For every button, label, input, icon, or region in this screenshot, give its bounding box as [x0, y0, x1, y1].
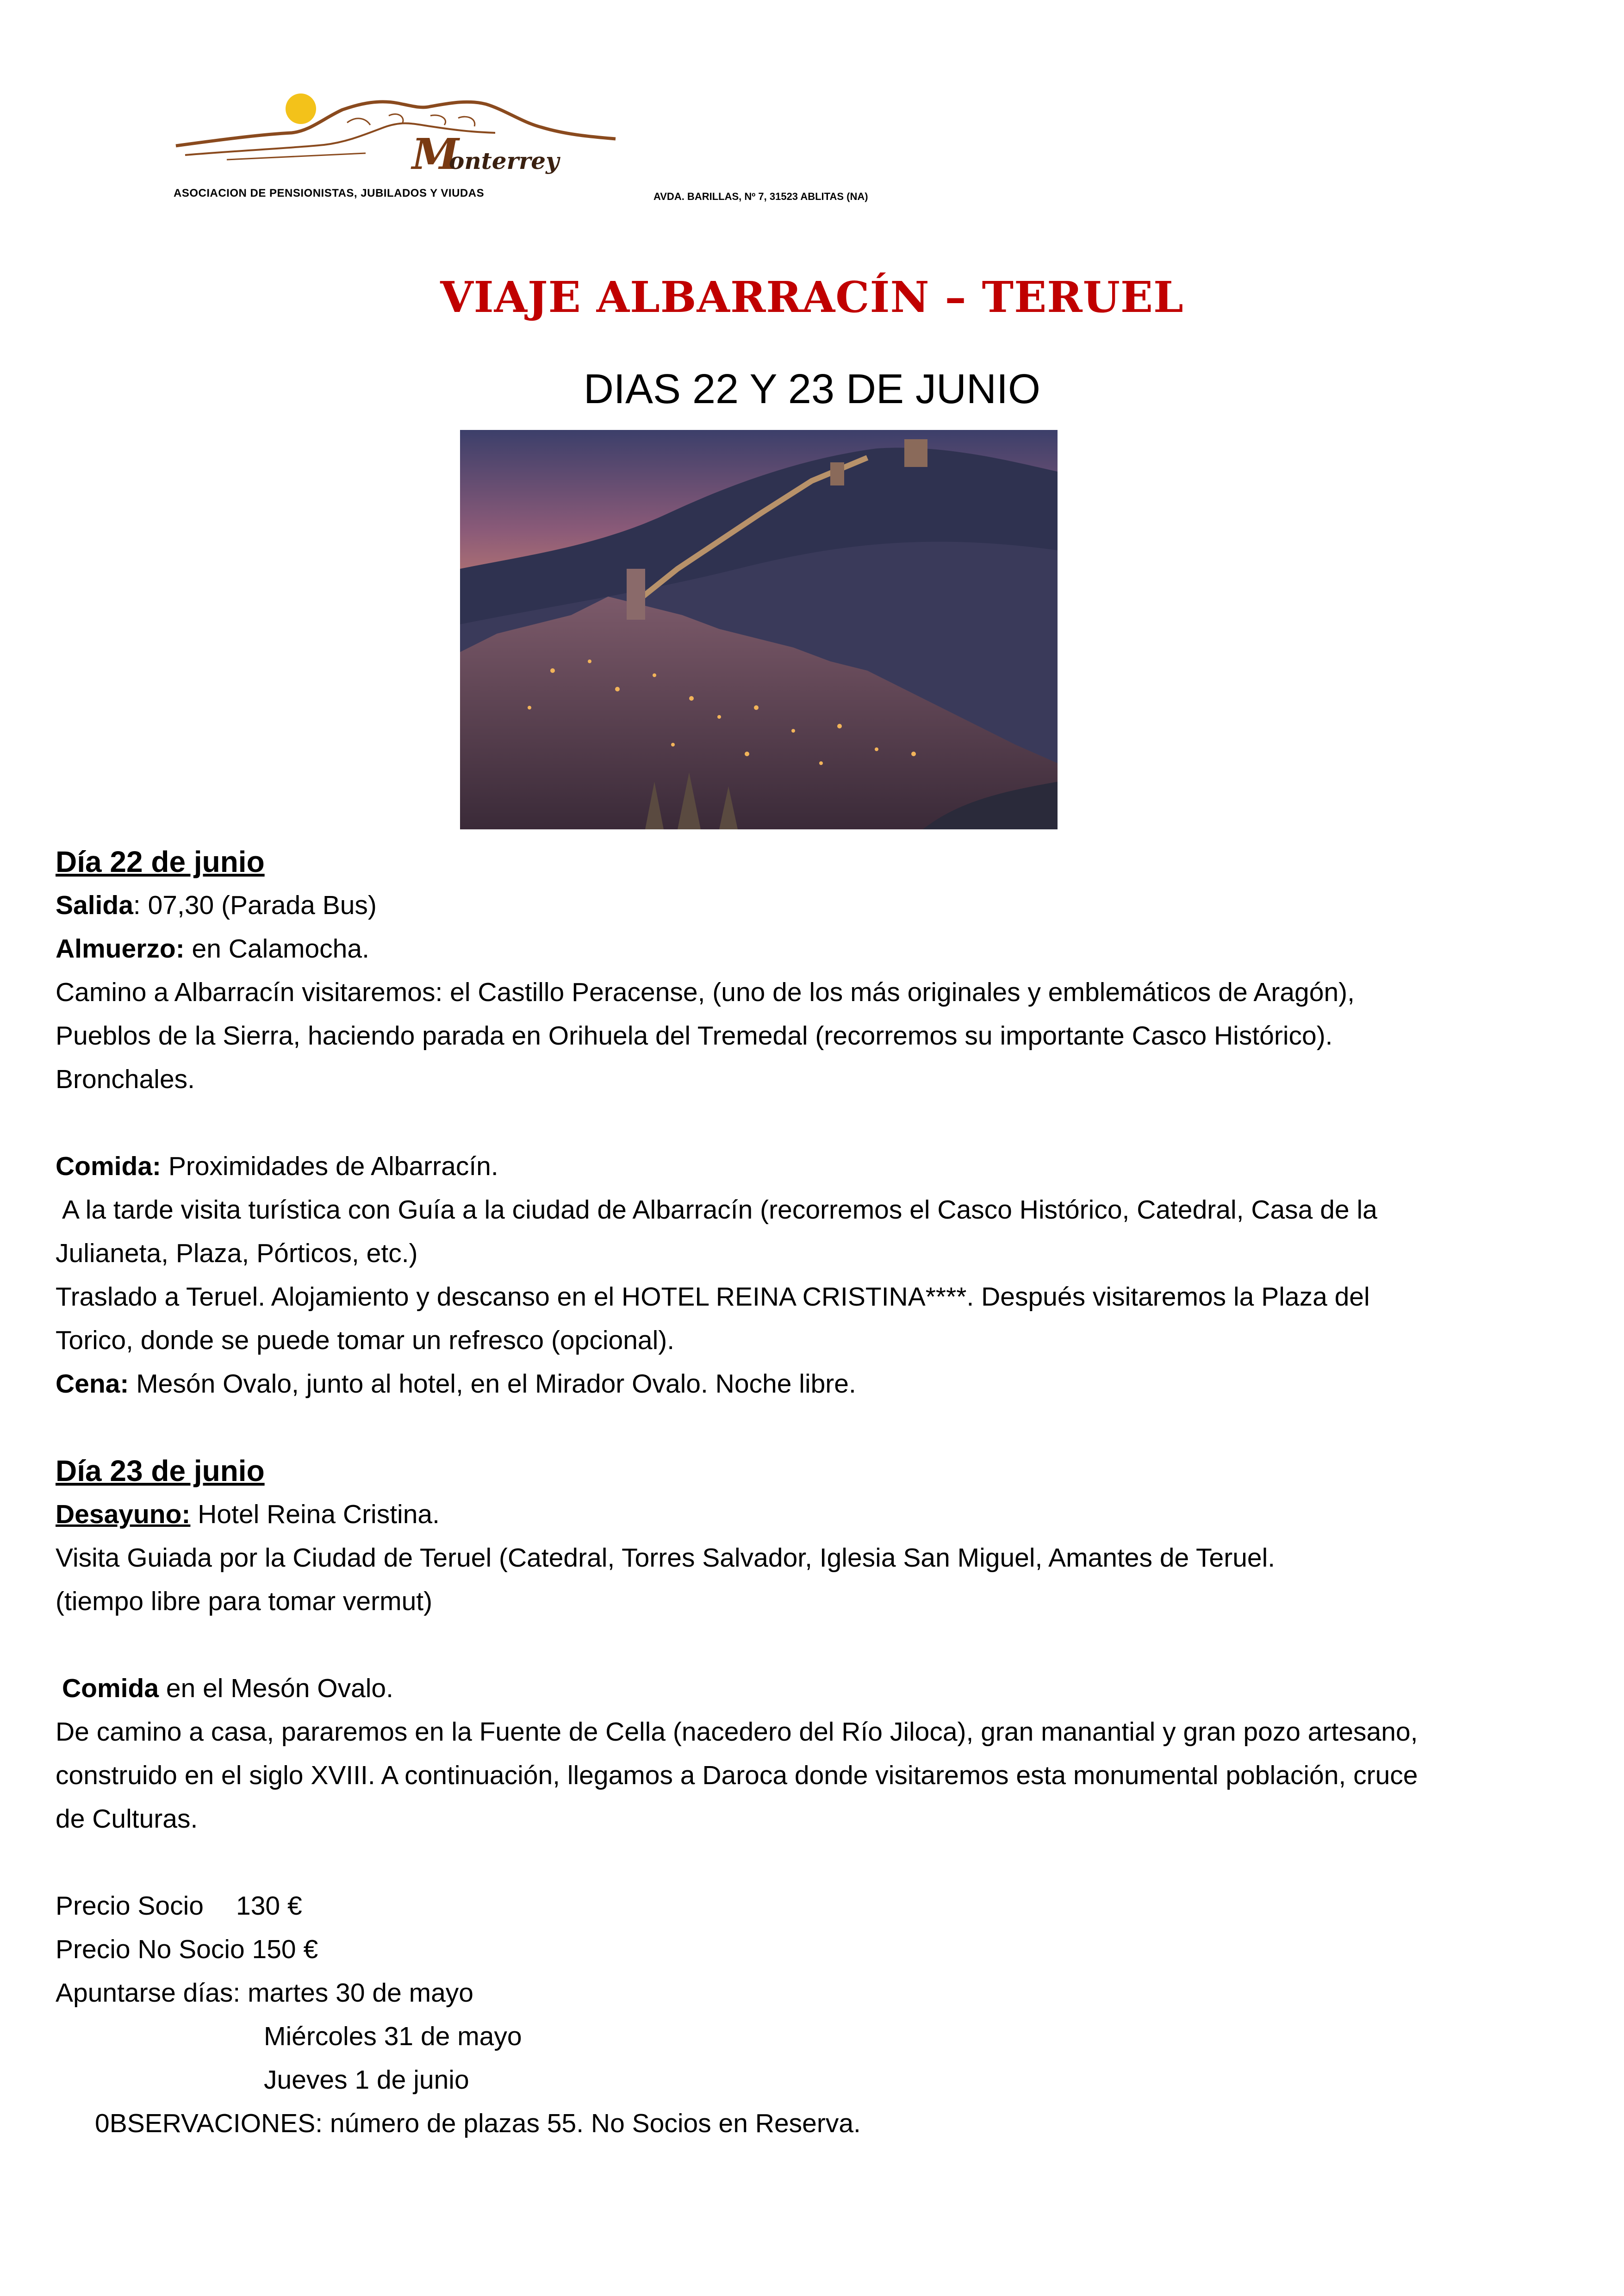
- day2-comida: [56, 1667, 1578, 1710]
- albarracin-photo: [460, 430, 1058, 829]
- logo-name: onterrey: [449, 147, 560, 174]
- day2-visita-line-2: (tiempo libre para tomar vermut): [56, 1587, 433, 1616]
- signup-date-3: Jueves 1 de junio: [264, 2065, 469, 2095]
- day2-visita-line-1: Visita Guiada por la Ciudad de Teruel (Catedral, Torres Salvador, Iglesia San Miguel, Amantes de Teruel.: [56, 1543, 1276, 1573]
- day1-traslado-line-1: Traslado a Teruel. Alojamiento y descanso en el HOTEL REINA CRISTINA****. Después visitaremos la Plaza del: [56, 1282, 1370, 1312]
- comida-label: Comida:: [56, 1151, 161, 1181]
- price-no-socio: Precio No Socio 150 €: [56, 1935, 318, 1964]
- day1-traslado-line-2: Torico, donde se puede tomar un refresco (opcional).: [56, 1325, 675, 1355]
- price-socio-value: 130 €: [236, 1891, 302, 1921]
- desayuno-text: Hotel Reina Cristina.: [190, 1500, 440, 1529]
- page-title: VIAJE ALBARRACÍN – TERUEL: [440, 272, 1184, 322]
- signup-days: Apuntarse días: martes 30 de mayo: [56, 1978, 473, 2008]
- comida-text: Proximidades de Albarracín.: [161, 1151, 498, 1181]
- association-address: AVDA. BARILLAS, Nº 7, 31523 ABLITAS (NA): [653, 191, 868, 202]
- day2-camino-line-1: De camino a casa, pararemos en la Fuente de Cella (nacedero del Río Jiloca), gran manantial y gran pozo artesano,: [56, 1717, 1418, 1747]
- page-subtitle: DIAS 22 Y 23 DE JUNIO: [583, 366, 1041, 412]
- salida-text: : 07,30 (Parada Bus): [133, 890, 377, 920]
- sun-icon: [286, 93, 316, 124]
- day1-tarde-line-2: Julianeta, Plaza, Pórticos, etc.): [56, 1238, 418, 1268]
- desayuno-label: Desayuno:: [56, 1500, 191, 1529]
- cena-text: Mesón Ovalo, junto al hotel, en el Mirador Ovalo. Noche libre.: [129, 1369, 856, 1399]
- day1-almuerzo: [56, 927, 1578, 971]
- price-socio: [56, 1884, 1578, 1928]
- almuerzo-label: Almuerzo:: [56, 934, 185, 964]
- day2-camino-line-2: construido en el siglo XVIII. A continuación, llegamos a Daroca donde visitaremos esta monumental población, cruce: [56, 1761, 1418, 1790]
- day1-camino-line-1: Camino a Albarracín visitaremos: el Castillo Peracense, (uno de los más originales y emblemáticos de Aragón),: [56, 977, 1355, 1007]
- almuerzo-text: en Calamocha.: [184, 934, 369, 964]
- day1-camino-line-2: Pueblos de la Sierra, haciendo parada en Orihuela del Tremedal (recorremos su importante Casco Histórico).: [56, 1021, 1333, 1051]
- day2-comida-text: en el Mesón Ovalo.: [159, 1674, 393, 1703]
- itinerary-body: [56, 840, 1578, 2145]
- day2-comida-label: Comida: [62, 1674, 159, 1703]
- price-socio-label: Precio Socio: [56, 1891, 204, 1921]
- day2-heading: Día 23 de junio: [56, 1454, 265, 1487]
- day1-cena: [56, 1362, 1578, 1406]
- day1-salida: [56, 884, 1578, 927]
- day2-camino-line-3: de Culturas.: [56, 1804, 198, 1834]
- observations: 0BSERVACIONES: número de plazas 55. No Socios en Reserva.: [95, 2109, 861, 2138]
- day1-comida: [56, 1145, 1578, 1188]
- logo-initial: M: [412, 129, 459, 179]
- signup-date-2: Miércoles 31 de mayo: [264, 2022, 522, 2051]
- day2-desayuno: [56, 1493, 1578, 1536]
- day1-camino-line-3: Bronchales.: [56, 1064, 195, 1094]
- cena-label: Cena:: [56, 1369, 129, 1399]
- salida-label: Salida: [56, 890, 133, 920]
- monterrey-logo: [171, 90, 625, 197]
- association-name: ASOCIACION DE PENSIONISTAS, JUBILADOS Y VIUDAS: [174, 187, 485, 199]
- day1-tarde-line-1: A la tarde visita turística con Guía a la ciudad de Albarracín (recorremos el Casco Histórico, Catedral, Casa de la: [62, 1195, 1377, 1225]
- day1-heading: Día 22 de junio: [56, 845, 265, 878]
